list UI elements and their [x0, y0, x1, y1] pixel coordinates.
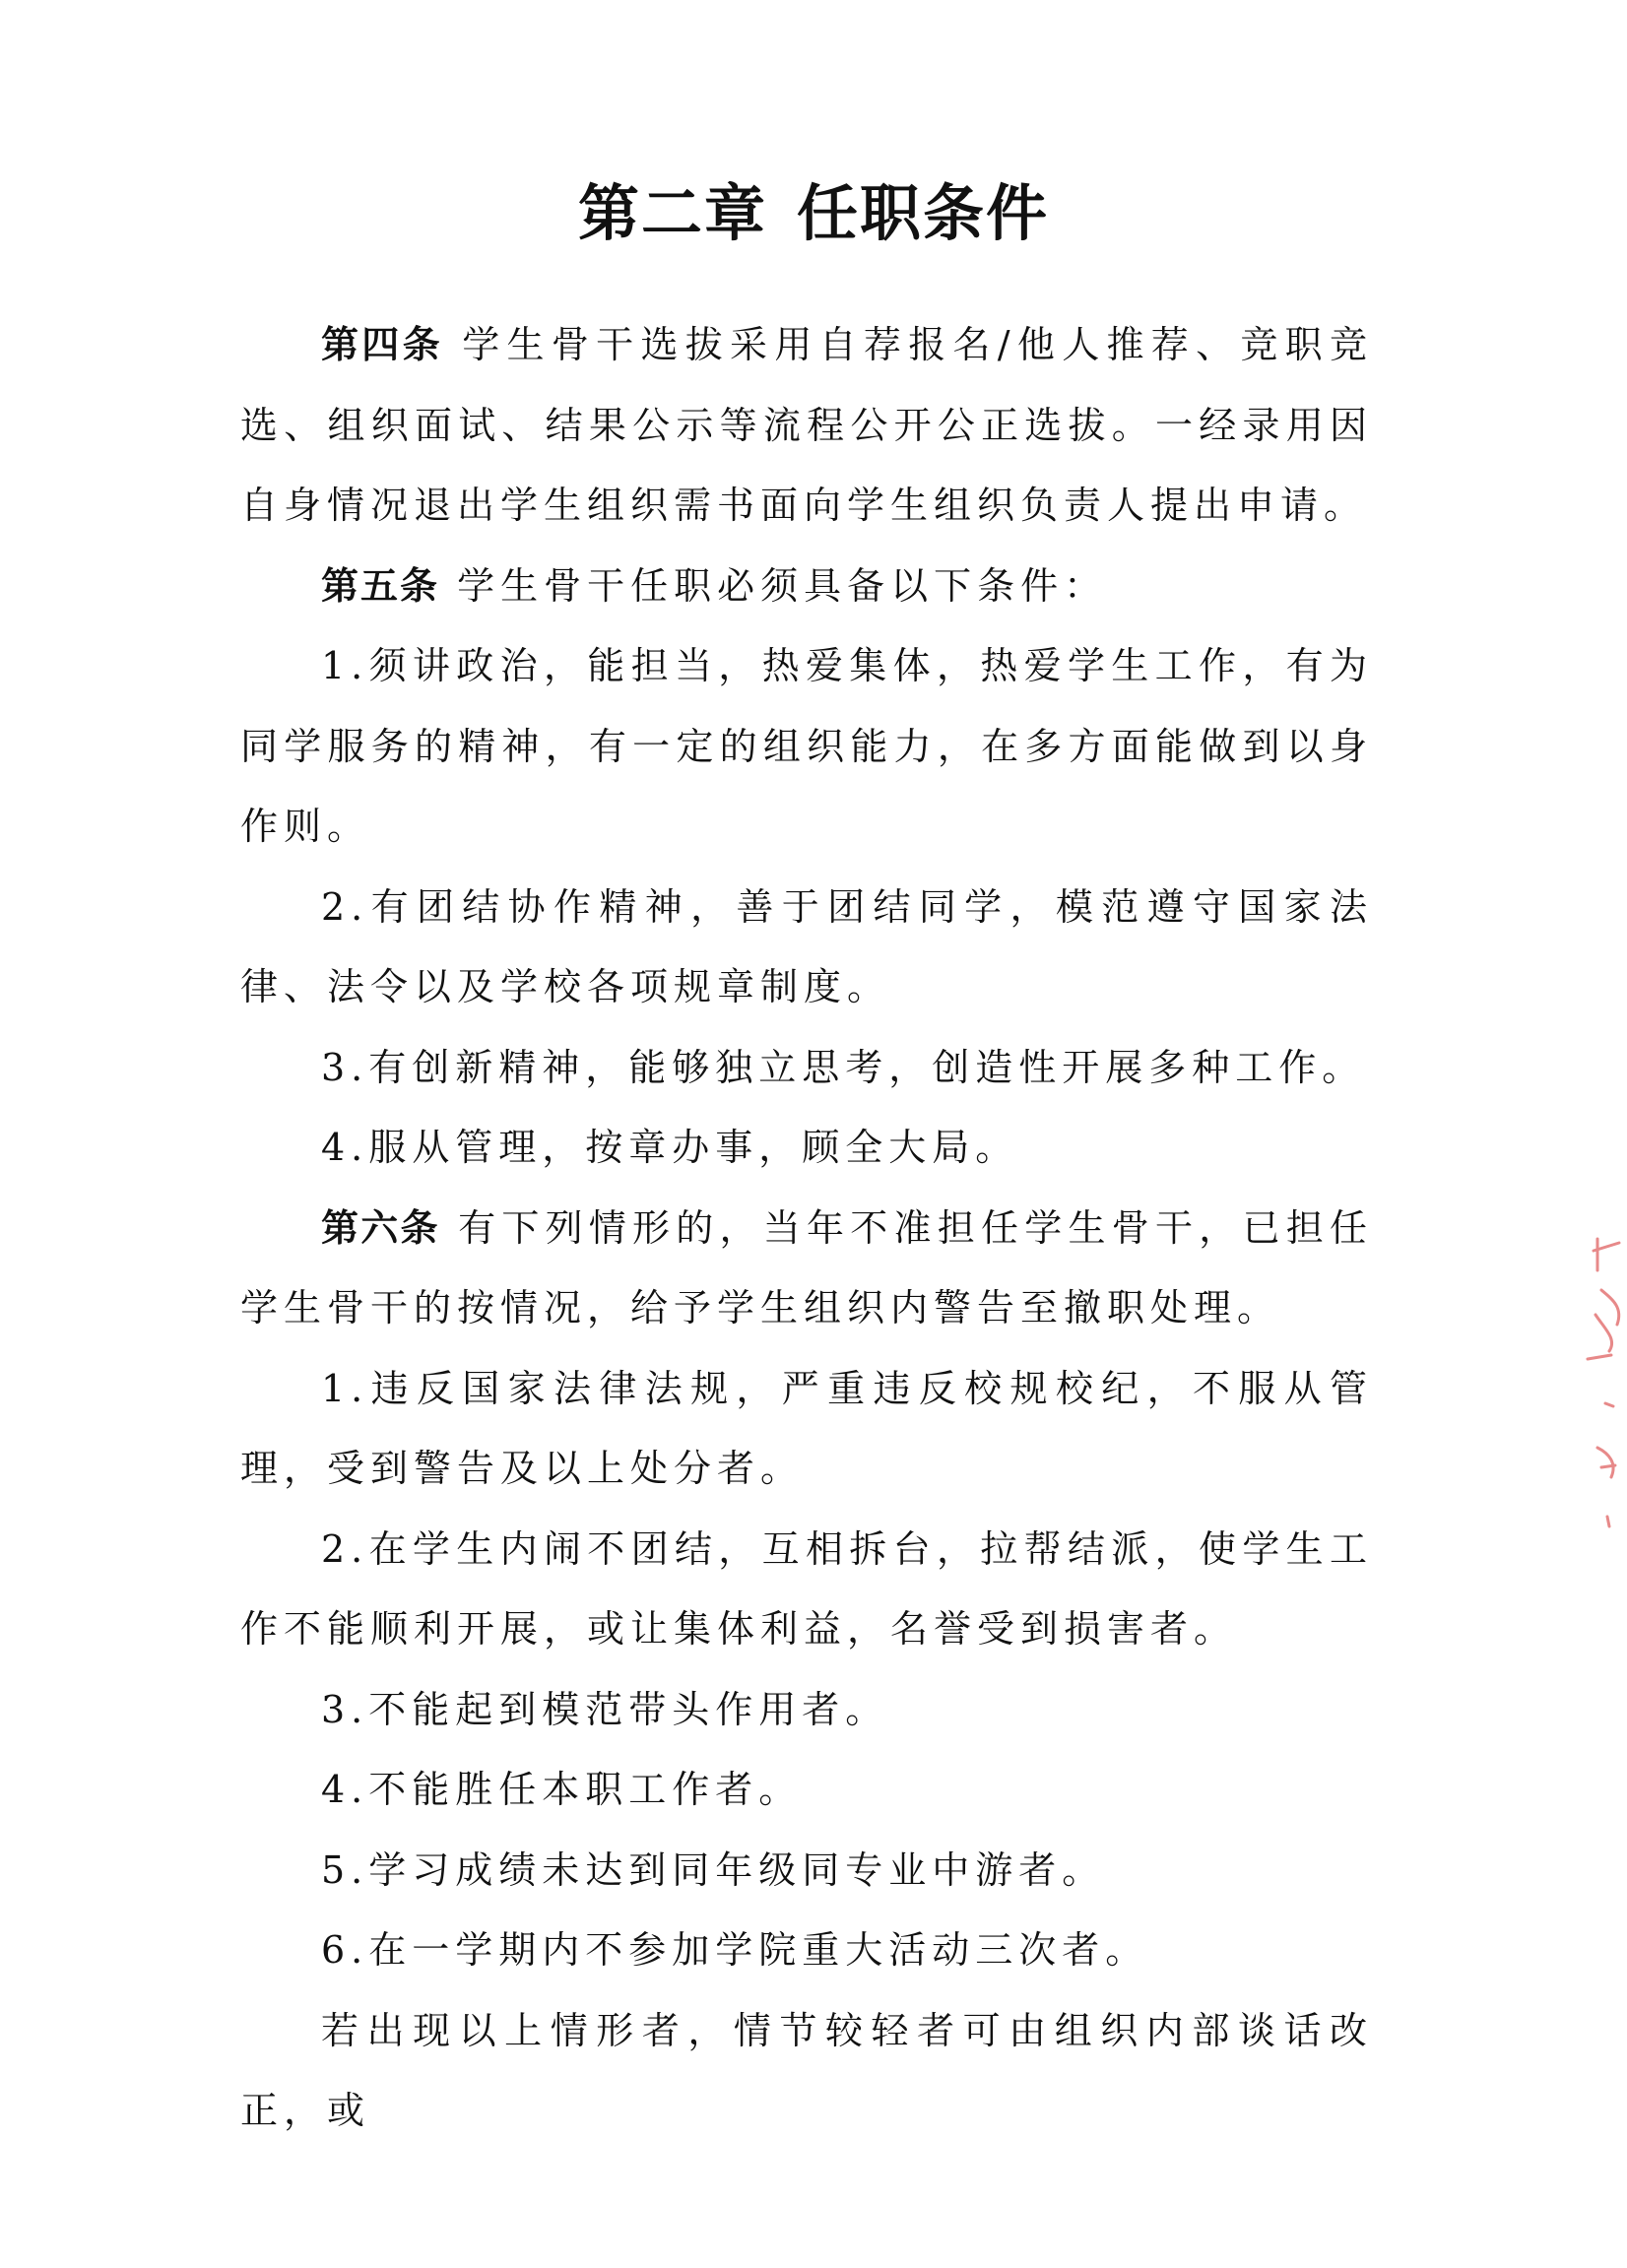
paragraph-text: 6.在一学期内不参加学院重大活动三次者。: [321, 1928, 1149, 1972]
list-item: [240, 1028, 1373, 1109]
paragraph-text: 3.有创新精神，能够独立思考，创造性开展多种工作。: [321, 1045, 1366, 1089]
list-item: [240, 868, 1373, 1028]
list-item: [240, 1750, 1373, 1831]
article-label: 第五条: [321, 563, 440, 608]
chapter-name: 任职条件: [797, 177, 1050, 249]
paragraph-text: 4.服从管理，按章办事，顾全大局。: [321, 1126, 1019, 1169]
document-body: [240, 305, 1373, 2152]
chapter-title: [0, 169, 1627, 258]
paragraph-text: 1.须讲政治，能担当，热爱集体，热爱学生工作，有为同学服务的精神，有一定的组织能力，在多方面能做到以身作则。: [240, 644, 1373, 848]
list-item: [240, 1108, 1373, 1189]
paragraph-text: 4.不能胜任本职工作者。: [321, 1768, 803, 1811]
paragraph-text: 2.在学生内闹不团结，互相拆台，拉帮结派，使学生工作不能顺利开展，或让集体利益，名誉受到损害者。: [240, 1526, 1373, 1651]
paragraph-article-4: [240, 305, 1373, 547]
chapter-number: 第二章: [577, 177, 767, 249]
list-item: [240, 1831, 1373, 1912]
paragraph-text: 3.不能起到模范带头作用者。: [321, 1687, 889, 1731]
paragraph-article-5: [240, 547, 1373, 627]
paragraph-text: 5.学习成绩未达到同年级同专业中游者。: [321, 1847, 1106, 1892]
article-label: 第六条: [321, 1205, 440, 1250]
paragraph-text: 1.违反国家法律法规，严重违反校规校纪，不服从管理，受到警告及以上处分者。: [240, 1366, 1373, 1490]
list-item: [240, 1911, 1373, 1991]
list-item: [240, 1510, 1373, 1670]
paragraph-text: 有下列情形的，当年不准担任学生骨干，已担任学生骨干的按情况，给予学生组织内警告至撤职处理。: [240, 1205, 1373, 1329]
paragraph-text: 2.有团结协作精神，善于团结同学，模范遵守国家法律、法令以及学校各项规章制度。: [240, 884, 1373, 1008]
paragraph-text: 学生骨干选拔采用自荐报名/他人推荐、竞职竞选、组织面试、结果公示等流程公开公正选拔。一经录用因自身情况退出学生组织需书面向学生组织负责人提出申请。: [240, 323, 1373, 527]
article-label: 第四条: [321, 323, 443, 366]
list-item: [240, 626, 1373, 868]
closing-paragraph: [240, 1991, 1373, 2152]
seal-stamp-fragment: [1558, 1231, 1627, 1546]
paragraph-text: 若出现以上情形者，情节较轻者可由组织内部谈话改正，或: [240, 2008, 1373, 2132]
paragraph-article-6: [240, 1189, 1373, 1349]
list-item: [240, 1670, 1373, 1751]
paragraph-text: 学生骨干任职必须具备以下条件：: [457, 563, 1108, 608]
list-item: [240, 1349, 1373, 1510]
